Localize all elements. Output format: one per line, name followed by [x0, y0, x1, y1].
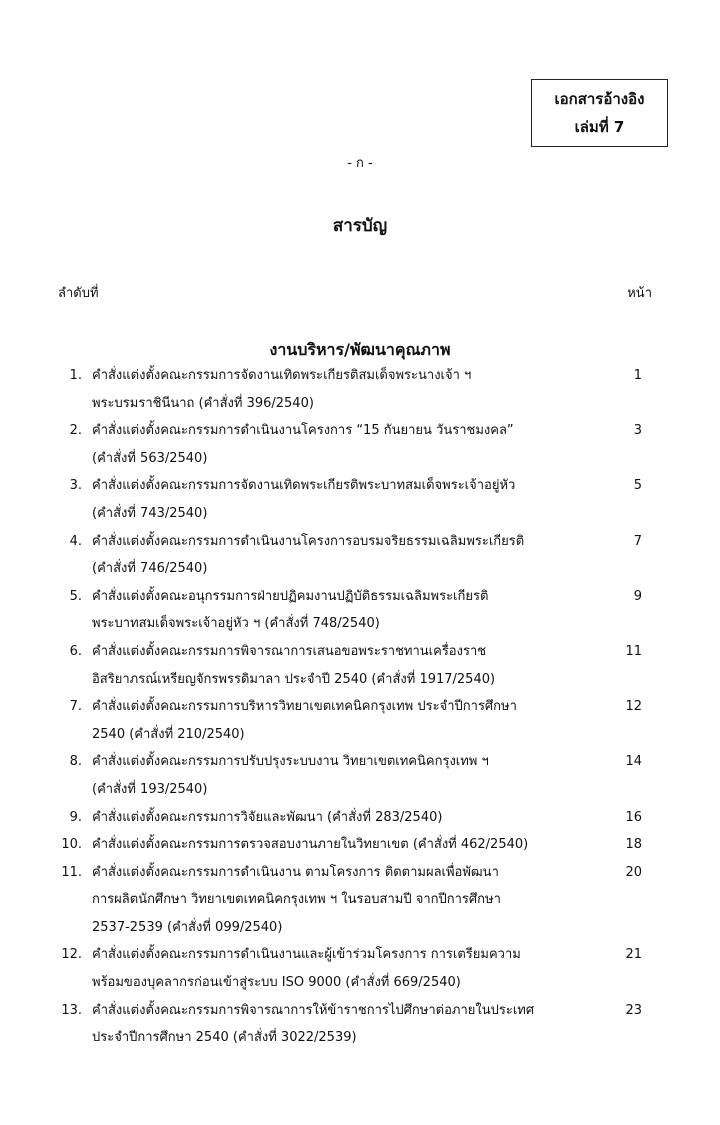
toc-entry-title-line: (คำสั่งที่ 746/2540): [92, 561, 208, 577]
toc-entry-title-line: คำสั่งแต่งตั้งคณะกรรมการบริหารวิทยาเขตเทคนิคกรุงเทพ ประจำปีการศึกษา: [92, 699, 517, 715]
toc-entry-title: [92, 583, 602, 638]
column-header-order: ลำดับที่: [58, 286, 99, 301]
toc-entry: [0, 693, 720, 748]
toc-entry-number: 2.: [69, 423, 82, 439]
toc-entry: [0, 362, 720, 417]
page-number: - ก -: [347, 156, 373, 171]
toc-entry-title-line: คำสั่งแต่งตั้งคณะกรรมการปรับปรุงระบบงาน วิทยาเขตเทคนิคกรุงเทพ ฯ: [92, 754, 489, 770]
toc-entry: [0, 417, 720, 472]
toc-entry-number: 4.: [69, 533, 82, 549]
toc-entry: [0, 859, 720, 942]
toc-entry-page: 1: [633, 368, 642, 383]
toc-entry-page: 16: [625, 809, 642, 825]
toc-entry-title-line: คำสั่งแต่งตั้งคณะกรรมการตรวจสอบงานภายในวิทยาเขต (คำสั่งที่ 462/2540): [92, 837, 529, 853]
toc-entry-page: 5: [633, 478, 642, 494]
column-header-page: หน้า: [627, 286, 652, 301]
toc-entry-page: 12: [625, 699, 642, 715]
toc-entry-number: 12.: [61, 947, 82, 963]
toc-entry-title: [92, 472, 602, 527]
toc-entry-page: 21: [625, 947, 642, 963]
toc-entry: [0, 528, 720, 583]
toc-entry-title-line: พร้อมของบุคลากรก่อนเข้าสู่ระบบ ISO 9000 (คำสั่งที่ 669/2540): [92, 975, 461, 991]
toc-entry: [0, 804, 720, 832]
toc-entry-title-line: อิสริยาภรณ์เหรียญจักรพรรดิมาลา ประจำปี 2540 (คำสั่งที่ 1917/2540): [92, 671, 496, 687]
toc-entry-title-line: การผลิตนักศึกษา วิทยาเขตเทคนิคกรุงเทพ ฯ ในรอบสามปี จากปีการศึกษา: [92, 892, 501, 908]
toc-entry-title-line: คำสั่งแต่งตั้งคณะกรรมการดำเนินงานโครงการอบรมจริยธรรมเฉลิมพระเกียรติ: [92, 533, 525, 549]
reference-label: เอกสารอ้างอิง: [554, 90, 645, 108]
toc-entry: [0, 583, 720, 638]
toc-entry: [0, 997, 720, 1052]
toc-entry-title-line: 2540 (คำสั่งที่ 210/2540): [92, 726, 245, 742]
toc-entry-number: 8.: [69, 754, 82, 770]
toc-entry-number: 11.: [61, 864, 82, 880]
volume-label: เล่มที่ 7: [574, 118, 625, 136]
section-title: งานบริหาร/พัฒนาคุณภาพ: [269, 340, 451, 359]
toc-entry-page: 11: [625, 643, 642, 659]
table-of-contents-list: [0, 362, 720, 1052]
toc-entry-page: 7: [633, 533, 642, 549]
toc-entry-number: 10.: [61, 837, 82, 853]
toc-entry-title-line: คำสั่งแต่งตั้งคณะอนุกรรมการฝ่ายปฏิคมงานปฏิบัติธรรมเฉลิมพระเกียรติ: [92, 588, 489, 604]
page-title: สารบัญ: [332, 216, 388, 236]
toc-entry-title: [92, 831, 602, 859]
toc-entry: [0, 472, 720, 527]
toc-entry-title: [92, 417, 602, 472]
toc-entry-number: 1.: [69, 368, 82, 383]
toc-entry-number: 7.: [69, 699, 82, 715]
toc-entry-page: 9: [633, 588, 642, 604]
toc-entry-title: [92, 693, 602, 748]
toc-entry-title-line: พระบรมราชินีนาถ (คำสั่งที่ 396/2540): [92, 395, 314, 411]
toc-entry-title: [92, 941, 602, 996]
toc-entry-title: [92, 528, 602, 583]
toc-entry-number: 3.: [69, 478, 82, 494]
toc-entry-title-line: คำสั่งแต่งตั้งคณะกรรมการจัดงานเทิดพระเกียรติสมเด็จพระนางเจ้า ฯ: [92, 368, 472, 383]
toc-entry-page: 14: [625, 754, 642, 770]
toc-entry-title-line: คำสั่งแต่งตั้งคณะกรรมการดำเนินงานและผู้เข้าร่วมโครงการ การเตรียมความ: [92, 947, 521, 963]
toc-entry-title-line: คำสั่งแต่งตั้งคณะกรรมการดำเนินงาน ตามโครงการ ติดตามผลเพื่อพัฒนา: [92, 864, 499, 880]
toc-entry-page: 18: [625, 837, 642, 853]
toc-entry-page: 23: [625, 1002, 642, 1018]
toc-entry: [0, 941, 720, 996]
toc-entry: [0, 638, 720, 693]
toc-entry-title-line: คำสั่งแต่งตั้งคณะกรรมการดำเนินงานโครงการ “15 กันยายน วันราชมงคล”: [92, 423, 514, 439]
toc-entry-title: [92, 804, 602, 832]
toc-entry-number: 5.: [69, 588, 82, 604]
toc-entry-title-line: ประจำปีการศึกษา 2540 (คำสั่งที่ 3022/2539): [92, 1030, 357, 1046]
toc-entry-title: [92, 362, 602, 417]
toc-entry-title-line: (คำสั่งที่ 563/2540): [92, 450, 208, 466]
toc-entry-title: [92, 638, 602, 693]
toc-entry-number: 6.: [69, 643, 82, 659]
toc-entry: [0, 748, 720, 803]
toc-entry-title-line: คำสั่งแต่งตั้งคณะกรรมการพิจารณาการให้ข้าราชการไปศึกษาต่อภายในประเทศ: [92, 1002, 535, 1018]
toc-entry-page: 3: [633, 423, 642, 439]
toc-entry-title-line: (คำสั่งที่ 743/2540): [92, 505, 208, 521]
toc-entry: [0, 831, 720, 859]
toc-entry-title-line: พระบาทสมเด็จพระเจ้าอยู่หัว ฯ (คำสั่งที่ 748/2540): [92, 616, 380, 632]
toc-entry-title-line: 2537-2539 (คำสั่งที่ 099/2540): [92, 919, 283, 935]
toc-entry-number: 13.: [61, 1002, 82, 1018]
toc-entry-title-line: คำสั่งแต่งตั้งคณะกรรมการพิจารณาการเสนอขอพระราชทานเครื่องราช: [92, 643, 487, 659]
toc-entry-title-line: คำสั่งแต่งตั้งคณะกรรมการวิจัยและพัฒนา (คำสั่งที่ 283/2540): [92, 809, 443, 825]
toc-entry-title-line: (คำสั่งที่ 193/2540): [92, 781, 208, 797]
toc-entry-title: [92, 997, 602, 1052]
toc-entry-title-line: คำสั่งแต่งตั้งคณะกรรมการจัดงานเทิดพระเกียรติพระบาทสมเด็จพระเจ้าอยู่หัว: [92, 478, 516, 494]
toc-entry-page: 20: [625, 864, 642, 880]
toc-entry-title: [92, 748, 602, 803]
toc-entry-number: 9.: [69, 809, 82, 825]
toc-entry-title: [92, 859, 602, 942]
reference-document-box: [531, 79, 668, 147]
